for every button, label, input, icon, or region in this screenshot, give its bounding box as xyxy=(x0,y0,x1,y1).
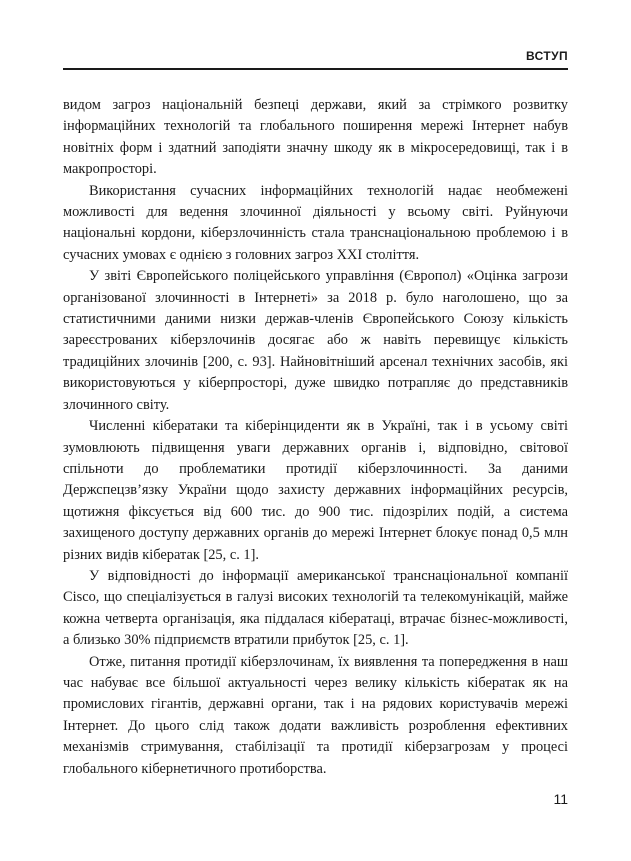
paragraph: У відповідності до інформації американської транснаціональної компанії Cisco, що спеціалізується в галузі високих технологій та телекомунікацій, майже кожна четверта організація, яка піддалася кібератаці, втрачає бізнес-можливості, а близько 30% підприємств втратили прибуток [25, с. 1]. xyxy=(63,567,568,649)
running-header xyxy=(63,46,568,70)
paragraph: Численні кібератаки та кіберінциденти як в Україні, так і в усьому світі зумовлюють підвищення уваги державних органів і, відповідно, світової спільноти до проблематики протидії кіберзлочинності. За даними Держспецзв’язку України щодо захисту державних інформаційних ресурсів, щотижня фіксується від 600 тис. до 900 тис. підозрілих подій, а система захищеного доступу державних органів до мережі Інтернет блокує понад 0,5 млн різних видів кібератак [25, с. 1]. xyxy=(63,418,568,563)
section-title: ВСТУП xyxy=(526,49,568,63)
paragraph: Отже, питання протидії кіберзлочинам, їх виявлення та попередження в наш час набуває все більшої актуальності через велику кількість кібератак як на промислових гігантів, державні органи, так і на рядових користувачів мережі Інтернет. До цього слід також додати важливість розроблення ефективних механізмів стримування, стабілізації та протидії кіберзагрозам у процесі глобального кібернетичного протиборства. xyxy=(63,653,568,777)
main-text xyxy=(63,95,568,780)
paragraph: Використання сучасних інформаційних технологій надає необмежені можливості для ведення злочинної діяльності у всьому світі. Руйнуючи національні кордони, кіберзлочинність стала транснаціональною проблемою і в сучасних умовах є однією з головних загроз ХХІ століття. xyxy=(63,182,568,263)
page-number: 11 xyxy=(553,791,568,807)
paragraph-continuation: видом загроз національній безпеці держави, який за стрімкого розвитку інформаційних технологій та глобального поширення мережі Інтернет набув новітніх форм і здатний заподіяти значну шкоду як в мікросередовищі, так і в макропросторі. xyxy=(63,97,568,178)
paragraph: У звіті Європейського поліцейського управління (Європол) «Оцінка загрози організованої злочинності в Інтернеті» за 2018 р. було наголошено, що за статистичними даними низки держав-членів Європейського Союзу кількість зареєстрованих кіберзлочинів досягає або ж навіть перевищує кількість традиційних злочинів [200, с. 93]. Найновітніший арсенал технічних засобів, які використовуються у кіберпросторі, дуже швидко потрапляє до представників злочинного світу. xyxy=(63,268,568,413)
